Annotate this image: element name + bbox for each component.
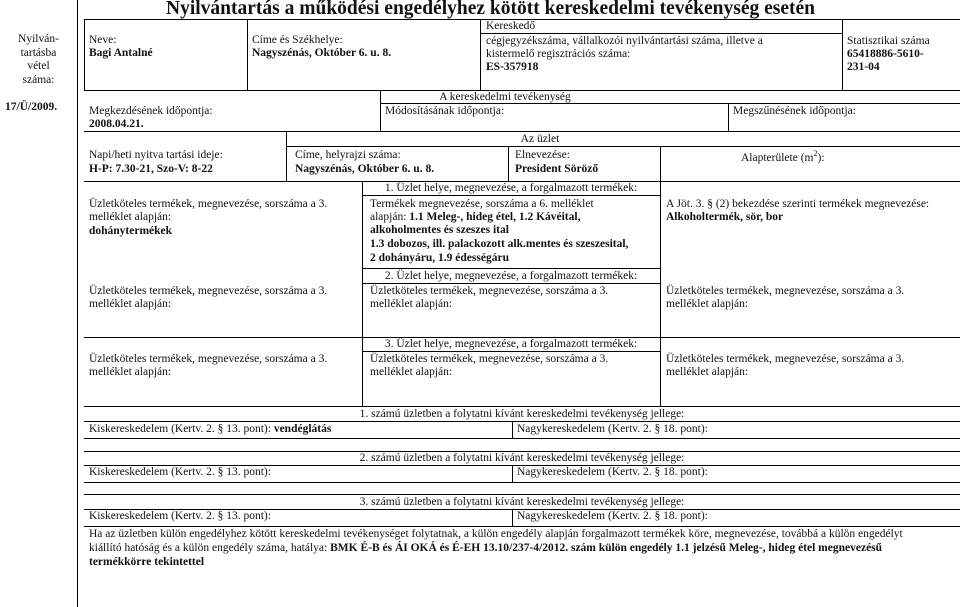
divider bbox=[286, 146, 960, 147]
licensed-products-label: melléklet alapján: bbox=[89, 366, 172, 378]
special-license-prefix: kiállító hatóság és a külön engedély száma, hatálya: bbox=[89, 542, 331, 554]
shop-address-label: Címe, helyrajzi száma: bbox=[295, 149, 401, 161]
licensed-products-label: Üzletköteles termékek, megnevezése, sorszáma a 3. bbox=[666, 285, 905, 297]
divider bbox=[508, 146, 509, 181]
annex6-products-value: 2 dohányáru, 1.9 édességáru bbox=[370, 252, 509, 264]
divider bbox=[362, 268, 660, 269]
divider bbox=[362, 351, 660, 352]
divider bbox=[362, 181, 363, 406]
special-license-value: BMK É-B és ÁI OKÁ és É-EH 13.10/237-4/2012. szám külön engedély 1.1 jelzésű Meleg-, hideg étel megnevezésű bbox=[330, 542, 883, 554]
floor-area-text: Alapterülete (m bbox=[741, 152, 814, 164]
registration-label-line: Nyilván- bbox=[18, 33, 59, 45]
trader-heading: Kereskedő bbox=[486, 20, 536, 32]
divider bbox=[480, 19, 481, 90]
retail-value: vendéglátás bbox=[273, 423, 332, 435]
floor-area-unit-exponent: 2 bbox=[813, 149, 818, 159]
shop1-character-heading: 1. számú üzletben a folytatni kívánt kereskedelmi tevékenység jellege: bbox=[359, 408, 685, 420]
divider bbox=[84, 494, 960, 495]
licensed-products-label: melléklet alapján: bbox=[89, 298, 172, 310]
divider bbox=[84, 482, 960, 483]
divider bbox=[728, 103, 729, 131]
divider bbox=[84, 421, 960, 422]
licensed-products-label: Üzletköteles termékek, megnevezése, sorszáma a 3. bbox=[370, 353, 609, 365]
divider bbox=[362, 195, 660, 196]
start-date-value: 2008.04.21. bbox=[89, 118, 144, 130]
licensed-products-label: Üzletköteles termékek, megnevezése, sorszáma a 3. bbox=[666, 353, 905, 365]
shop2-products-heading: 2. Üzlet helye, megnevezése, a forgalmazott termékek: bbox=[384, 270, 638, 282]
retail-label: Kiskereskedelem (Kertv. 2. § 13. pont): bbox=[89, 510, 271, 522]
shop-name-value: President Söröző bbox=[515, 163, 599, 175]
divider bbox=[512, 509, 513, 526]
opening-hours-label: Napi/heti nyitva tartási ideje: bbox=[89, 149, 223, 161]
divider bbox=[660, 181, 661, 406]
shop-address-value: Nagyszénás, Október 6. u. 8. bbox=[295, 163, 435, 175]
licensed-products-label: Üzletköteles termékek, megnevezése, sorszáma a 3. bbox=[89, 353, 328, 365]
retail-label: Kiskereskedelem (Kertv. 2. § 13. pont): bbox=[89, 466, 271, 478]
divider bbox=[84, 131, 960, 132]
stat-number-value: 231-04 bbox=[847, 61, 880, 73]
registration-label bbox=[0, 33, 77, 87]
divider bbox=[380, 103, 960, 104]
divider bbox=[286, 131, 287, 181]
special-license-note bbox=[89, 542, 882, 555]
stat-number-label: Statisztikai száma bbox=[847, 35, 930, 47]
licensed-products-label: melléklet alapján: bbox=[666, 298, 749, 310]
licensed-products-label: melléklet alapján: bbox=[370, 298, 453, 310]
annex6-products-value: alkoholmentes és szeszes ital bbox=[370, 224, 509, 236]
registration-column bbox=[0, 0, 78, 607]
annex6-products-value: 1.1 Meleg-, hideg étel, 1.2 Kávéital, bbox=[409, 211, 581, 223]
divider bbox=[660, 146, 661, 181]
registration-label-line: száma: bbox=[22, 73, 55, 86]
divider bbox=[512, 465, 513, 482]
divider bbox=[842, 19, 843, 90]
special-license-note: Ha az üzletben külön engedélyhez kötött kereskedelmi tevékenységet folytatnak, a külön engedély alapján forgalmazott termékek köre, megnevezése, továbbá a külön engedélyt bbox=[89, 528, 903, 540]
shop-heading: Az üzlet bbox=[520, 133, 560, 145]
wholesale-label: Nagykereskedelem (Kertv. 2. § 18. pont): bbox=[517, 466, 708, 478]
licensed-products-label: Üzletköteles termékek, megnevezése, sorszáma a 3. bbox=[89, 285, 328, 297]
registration-number: 17/Ü/2009. bbox=[5, 101, 58, 113]
annex6-products-line bbox=[370, 211, 580, 224]
opening-hours-value: H-P: 7.30-21, Szo-V: 8-22 bbox=[89, 163, 213, 175]
registry-label: cégjegyzékszáma, vállalkozói nyilvántartási száma, illetve a bbox=[486, 35, 763, 47]
wholesale-label: Nagykereskedelem (Kertv. 2. § 18. pont): bbox=[517, 510, 708, 522]
divider bbox=[362, 283, 660, 284]
licensed-products-label: melléklet alapján: bbox=[89, 211, 172, 223]
activity-heading: A kereskedelmi tevékenység bbox=[439, 91, 571, 103]
floor-area-label bbox=[741, 149, 825, 165]
divider bbox=[247, 19, 248, 90]
modified-date-label: Módosításának időpontja: bbox=[385, 105, 505, 117]
trader-address-label: Címe és Székhelye: bbox=[252, 34, 343, 46]
divider bbox=[84, 526, 960, 527]
retail-line bbox=[89, 423, 331, 436]
floor-area-suffix: ): bbox=[817, 152, 825, 164]
divider bbox=[84, 19, 85, 90]
end-date-label: Megszűnésének időpontja: bbox=[733, 105, 856, 117]
stat-number-value: 65418886-5610- bbox=[847, 48, 924, 60]
retail-label: Kiskereskedelem (Kertv. 2. § 13. pont): bbox=[89, 423, 271, 435]
annex6-products-value: 1.3 dobozos, ill. palackozott alk.mentes és szeszesital, bbox=[370, 238, 629, 250]
registration-label-line: vétel bbox=[27, 60, 50, 72]
registry-label: kistermelő regisztrációs száma: bbox=[486, 48, 631, 60]
divider bbox=[380, 90, 381, 131]
licensed-products-value: dohánytermékek bbox=[89, 225, 173, 237]
divider bbox=[480, 33, 842, 34]
page-title: Nyilvántartás a működési engedélyhez kötött kereskedelmi tevékenység esetén bbox=[166, 0, 816, 19]
special-license-value: termékkörre tekintettel bbox=[89, 556, 205, 568]
licensed-products-label: melléklet alapján: bbox=[666, 366, 749, 378]
divider bbox=[84, 438, 960, 439]
divider bbox=[84, 406, 960, 407]
licensed-products-label: melléklet alapján: bbox=[370, 366, 453, 378]
trader-name-value: Bagi Antalné bbox=[89, 47, 153, 59]
shop1-products-heading: 1. Üzlet helye, megnevezése, a forgalmazott termékek: bbox=[384, 182, 638, 194]
jot-products-value: Alkoholtermék, sör, bor bbox=[666, 211, 784, 223]
divider bbox=[512, 421, 513, 438]
registry-value: ES-357918 bbox=[486, 61, 539, 73]
jot-products-label: A Jöt. 3. § (2) bekezdése szerinti termékek megnevezése: bbox=[666, 198, 930, 210]
shop2-character-heading: 2. számú üzletben a folytatni kívánt kereskedelmi tevékenység jellege: bbox=[359, 452, 685, 464]
start-date-label: Megkezdésének időpontja: bbox=[89, 105, 213, 117]
licensed-products-label: Üzletköteles termékek, megnevezése, sorszáma a 3. bbox=[370, 285, 609, 297]
licensed-products-label: Üzletköteles termékek, megnevezése, sorszáma a 3. bbox=[89, 198, 328, 210]
wholesale-label: Nagykereskedelem (Kertv. 2. § 18. pont): bbox=[517, 423, 708, 435]
shop-name-label: Elnevezése: bbox=[515, 149, 570, 161]
annex6-products-label: Termékek megnevezése, sorszáma a 6. melléklet bbox=[370, 198, 594, 210]
registration-label-line: tartásba bbox=[20, 46, 57, 59]
annex6-products-prefix: alapján: bbox=[370, 211, 410, 223]
trader-address-value: Nagyszénás, Október 6. u. 8. bbox=[252, 47, 392, 59]
shop3-character-heading: 3. számú üzletben a folytatni kívánt kereskedelmi tevékenység jellege: bbox=[359, 496, 685, 508]
shop3-products-heading: 3. Üzlet helye, megnevezése, a forgalmazott termékek: bbox=[384, 338, 638, 350]
trader-name-label: Neve: bbox=[89, 34, 117, 46]
